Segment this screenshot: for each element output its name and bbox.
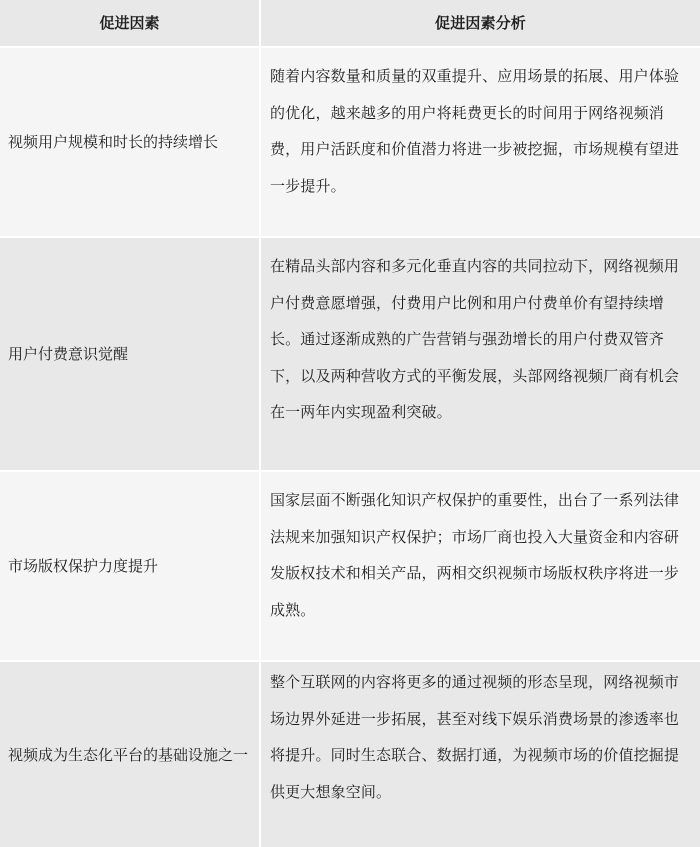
table-row <box>0 662 700 847</box>
analysis-cell: 在精品头部内容和多元化垂直内容的共同拉动下，网络视频用户付费意愿增强，付费用户比例和用户付费单价有望持续增长。通过逐渐成熟的广告营销与强劲增长的用户付费双管齐下，以及两种营收方式的平衡发展，头部网络视频厂商有机会在一两年内实现盈利突破。 <box>270 257 680 421</box>
table-row <box>0 472 700 662</box>
analysis-cell: 整个互联网的内容将更多的通过视频的形态呈现，网络视频市场边界外延进一步拓展，甚至对线下娱乐消费场景的渗透率也将提升。同时生态联合、数据打通，为视频市场的价值挖掘提供更大想象空间。 <box>270 673 680 801</box>
factor-cell: 用户付费意识觉醒 <box>0 238 261 470</box>
table-header-row <box>0 0 700 48</box>
analysis-cell: 随着内容数量和质量的双重提升、应用场景的拓展、用户体验的优化，越来越多的用户将耗费更长的时间用于网络视频消费，用户活跃度和价值潜力将进一步被挖掘，市场规模有望进一步提升。 <box>270 67 680 195</box>
analysis-cell: 国家层面不断强化知识产权保护的重要性，出台了一系列法律法规来加强知识产权保护；市场厂商也投入大量资金和内容研发版权技术和相关产品，两相交织视频市场版权秩序将进一步成熟。 <box>270 491 680 619</box>
factor-cell: 市场版权保护力度提升 <box>0 472 261 660</box>
table-row <box>0 238 700 472</box>
factor-cell: 视频用户规模和时长的持续增长 <box>0 48 261 236</box>
factor-cell: 视频成为生态化平台的基础设施之一 <box>0 662 261 847</box>
table-row <box>0 48 700 238</box>
header-analysis: 促进因素分析 <box>435 13 526 32</box>
header-factor: 促进因素 <box>0 0 261 46</box>
